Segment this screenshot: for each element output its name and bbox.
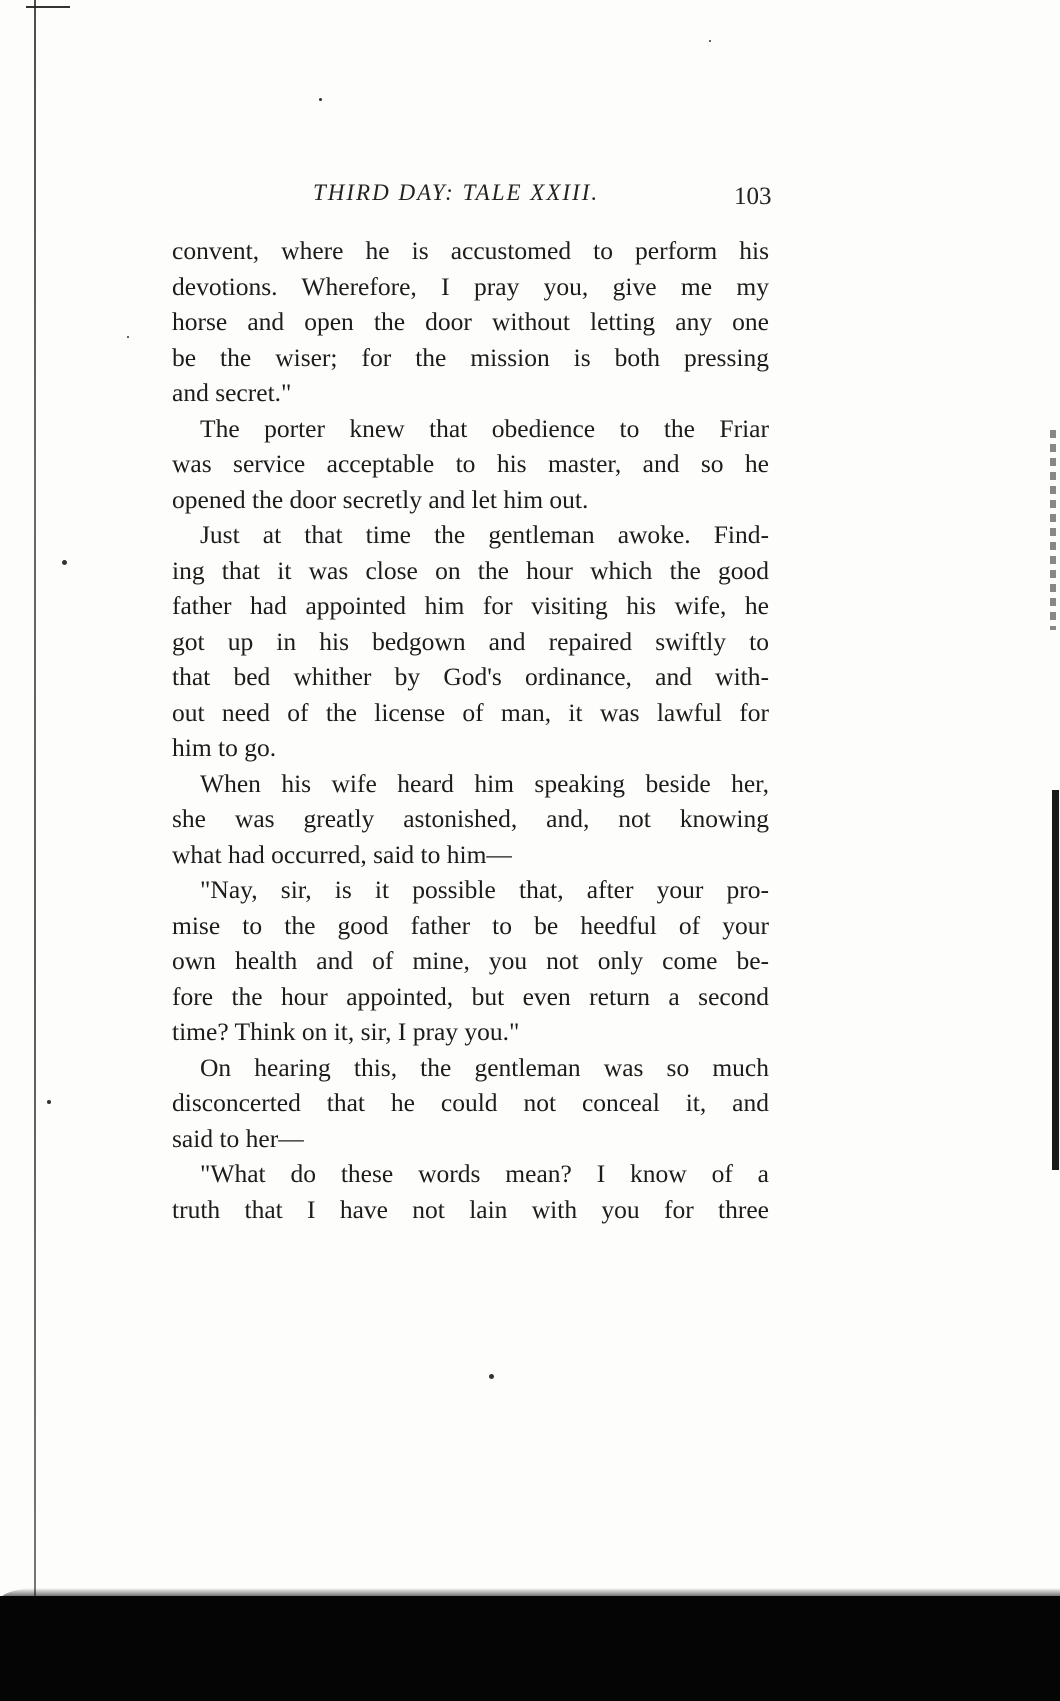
text-line: got up in his bedgown and repaired swiftly to — [172, 626, 769, 656]
body-text — [172, 233, 769, 1227]
text-line: disconcerted that he could not conceal it, and — [172, 1088, 769, 1117]
text-line: horse and open the door without letting any one — [172, 307, 769, 336]
text-line: On hearing this, the gentleman was so much — [200, 1052, 769, 1082]
scan-left-edge — [34, 0, 36, 1600]
text-line: truth that I have not lain with you for three — [172, 1194, 769, 1224]
text-line: The porter knew that obedience to the Friar — [200, 413, 769, 443]
text-line: father had appointed him for visiting his wife, he — [172, 591, 769, 620]
text-line: opened the door secretly and let him out. — [172, 484, 589, 514]
text-line: that bed whither by God's ordinance, and with- — [172, 662, 769, 691]
text-line: out need of the license of man, it was lawful for — [172, 697, 769, 727]
page-number: 103 — [734, 183, 772, 210]
text-line: be the wiser; for the mission is both pressing — [172, 342, 769, 372]
text-line: Just at that time the gentleman awoke. Find- — [200, 520, 769, 549]
text-line: and secret." — [172, 378, 292, 407]
scan-speck — [489, 1374, 494, 1379]
scan-right-edge-marks — [1050, 430, 1056, 630]
text-line: When his wife heard him speaking beside her, — [200, 768, 769, 798]
text-line: ing that it was close on the hour which the good — [172, 555, 769, 585]
scan-right-edge-dark — [1052, 790, 1059, 1170]
text-line: him to go. — [172, 733, 277, 762]
scan-speck — [62, 560, 67, 565]
scan-edge-top-mark — [26, 0, 70, 8]
text-line: time? Think on it, sir, I pray you." — [172, 1017, 520, 1046]
scan-bottom-band — [0, 1596, 1060, 1701]
text-line: mise to the good father to be heedful of your — [172, 910, 769, 940]
running-head: THIRD DAY: TALE XXIII. — [313, 180, 600, 205]
text-line: convent, where he is accustomed to perform his — [172, 236, 769, 265]
text-line: what had occurred, said to him— — [172, 839, 512, 869]
text-line: devotions. Wherefore, I pray you, give me my — [172, 271, 769, 301]
text-line: "Nay, sir, is it possible that, after your pro- — [200, 875, 769, 904]
text-line: said to her— — [172, 1123, 304, 1153]
text-line: own health and of mine, you not only come be- — [172, 946, 769, 975]
scan-speck — [47, 1100, 51, 1104]
text-line: "What do these words mean? I know of a — [200, 1159, 769, 1188]
text-line: she was greatly astonished, and, not knowing — [172, 804, 769, 833]
scan-speck — [709, 40, 711, 42]
scan-speck — [127, 336, 129, 338]
text-line: fore the hour appointed, but even return a second — [172, 981, 769, 1011]
scan-speck — [319, 98, 322, 101]
text-line: was service acceptable to his master, and so he — [172, 449, 769, 478]
